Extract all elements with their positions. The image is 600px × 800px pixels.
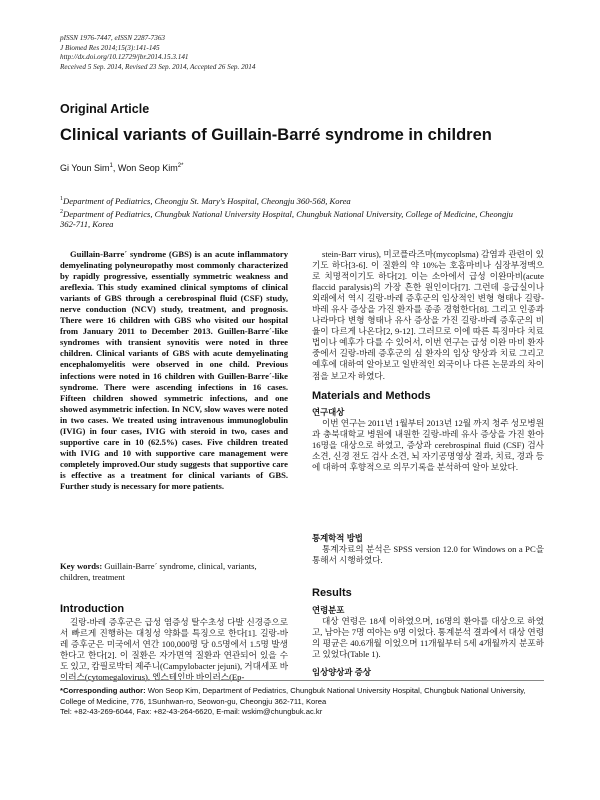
results-subheading-age: 연령분포 [312, 605, 345, 615]
corresponding-author-footnote [60, 686, 544, 718]
affiliation-text: Department of Pediatrics, Chungbuk National University Hospital, Chungbuk National University, College of Medicine, Cheongju 362-711, Korea [60, 208, 513, 230]
results-age-text: 대상 연령은 18세 이하였으며, 16명의 환아를 대상으로 하였고, 남아는 7명 여아는 9명 이었다. 통계분석 결과에서 대상 연령의 평균은 40.6개월 이었으며 11개월부터 5세 4개월까지 분포하고 있었다(Table 1). [312, 616, 544, 660]
introduction-text-left: 길랑-바레 증후군은 급성 염증성 탈수초성 다발 신경증으로서 빠르게 진행하는 대칭성 약화를 특징으로 한다[1]. 길랑-바레 증후군은 미국에서 연간 100,000명 당 0.5명에서 1.5명 발생한다고 한다[2]. 이 질환은 자가면역 질환과 연관되어 있을 수도 있고, 캄필로박터 제주니(Campylobacter jejuni), 거대세포 바이러스(cytomegalovirus), 엡스테인바 바이러스(Ep- [60, 617, 288, 683]
affiliation-superscript: 2 [60, 208, 63, 215]
footnote-text: Won Seop Kim, Department of Pediatrics, Chungbuk National University Hospital, Chungbuk National University, College of Medicine, 776, 1Sunhwan-ro, Seowon-gu, Cheongju 362-711, Korea [60, 686, 526, 706]
dates-line: Received 5 Sep. 2014, Revised 23 Sep. 2014, Accepted 26 Sep. 2014 [60, 62, 256, 71]
introduction-heading: Introduction [60, 603, 125, 615]
article-metadata [60, 34, 360, 72]
abstract: Guillain-Barre´ syndrome (GBS) is an acute inflammatory demyelinating polyneuropathy most commonly characterized by rapidly progressive, essentially symmetric weakness and areflexia. This study examined clinical symptoms of clinical variants of GBS through a cerebrospinal fluid (CSF) study, nerve conduction (NCV) study, treatment, and prognosis. There were 16 children with GBS who visited our hospital from January 2011 to December 2013. Guillen-Barre´-like syndromes with transient synovitis were noted in three children. Clinical variants of GBS with acute demyelinating encephalomyelitis were observed in one child. Previous infections were noted in 16 children with Guillen-Barre´-like syndrome. There were ascending infections in 16 cases. Fifteen children showed symmetric infections, and one showed asymmetric infection. In NCV, slow waves were noted in two cases. We treated using intravenous immunoglobulin (IVIG) in four cases, IVIG with steroid in two, cases and supportive care in 10 (62.5%) cases. Five children treated with IVIG and 10 with supportive care management were completely improved.Our study suggests that supportive care is effective as a treatment for clinical variants of GBS. Further study is necessary for more patients. [60, 249, 288, 491]
keywords [60, 561, 288, 583]
footnote-label: *Corresponding author: [60, 686, 146, 695]
keywords-text: Guillain-Barre´ syndrome, clinical, variants, children, treatment [60, 561, 257, 583]
footnote-address [60, 686, 544, 707]
methods-heading: Materials and Methods [312, 390, 431, 402]
affiliation-superscript: 1 [60, 196, 63, 202]
affiliation-2 [60, 207, 530, 230]
paper-title: Clinical variants of Guillain-Barré syndrome in children [60, 126, 492, 144]
methods-statistics-text: 통계자료의 분석은 SPSS version 12.0 for Windows on a PC을 통해서 시행하였다. [312, 544, 544, 566]
results-subheading-clinical: 임상양상과 증상 [312, 667, 371, 677]
doi-link[interactable]: http://dx.doi.org/10.12729/jbr.2014.15.3.141 [60, 53, 189, 62]
author-superscript: 1 [109, 163, 113, 169]
author-separator: , [112, 163, 118, 173]
author-list [60, 163, 183, 173]
introduction-text-right: stein-Barr virus), 미코플라즈마(mycoplsma) 감염과 관련이 있기도 하다[3-6]. 이 질환의 약 10%는 호흡마비나 심장부정맥으로 치명적이기도 하다[2]. 이는 소아에서 급성 이완마비(acute flaccid paralysis)의 가장 흔한 원인이다[7]. 그런데 응급실이나 외래에서 역시 길랑-바레 증후군의 임상적인 변형 형태나 길랑-바레 유사 증상을 가진 환자를 종종 경험한다[8]. 그리고 인종과 나라마다 변형 형태나 유사 증상을 가진 길랑-바레 증후군의 비율이 다르게 나온다[2, 9-12]. 그러므로 이에 따른 특징마다 치료법이나 예후가 다를 수 있어서, 이번 연구는 급성 이완 마비 환자 중에서 길랑-바레 증후군의 심 환자의 임상 양상과 치료 그리고 예후에 대하여 알아보고 일반적인 외국이나 다른 논문과의 차이점을 보고자 하였다. [312, 249, 544, 381]
footnote-contact: Tel: +82-43-269-6044, Fax: +82-43-264-6620, E-mail: wskim@chungbuk.ac.kr [60, 707, 323, 717]
keywords-label: Key words: [60, 561, 103, 571]
issn-line: pISSN 1976-7447, eISSN 2287-7363 [60, 34, 166, 42]
footnote-divider [60, 680, 544, 681]
methods-subheading-subjects: 연구대상 [312, 407, 345, 417]
methods-subheading-statistics: 통계학적 방법 [312, 533, 363, 543]
affiliations [60, 194, 530, 230]
author-name: Won Seop Kim [117, 163, 178, 173]
affiliation-text: Department of Pediatrics, Cheongju St. Mary's Hospital, Cheongju 360-568, Korea [63, 195, 351, 206]
author-name: Gi Youn Sim [60, 163, 110, 173]
journal-citation: J Biomed Res 2014;15(3):141-145 [60, 43, 160, 52]
methods-subjects-text: 이번 연구는 2011년 1월부터 2013년 12월 까지 청주 성모병원과 충북대학교 병원에 내원한 길랑-바레 유사 증상을 가진 환아 16명을 대상으로 하였고, 증상과 cerebrospinal fluid (CSF) 검사 소견, 신경 전도 검사 소견, 뇌 자기공명영상 결과, 치료, 경과 등에 대하여 후향적으로 의무기록을 분석하여 알아 보았다. [312, 418, 544, 473]
article-type: Original Article [60, 102, 150, 116]
author-superscript: 2* [177, 163, 184, 169]
results-heading: Results [312, 587, 352, 599]
affiliation-1 [60, 194, 530, 207]
